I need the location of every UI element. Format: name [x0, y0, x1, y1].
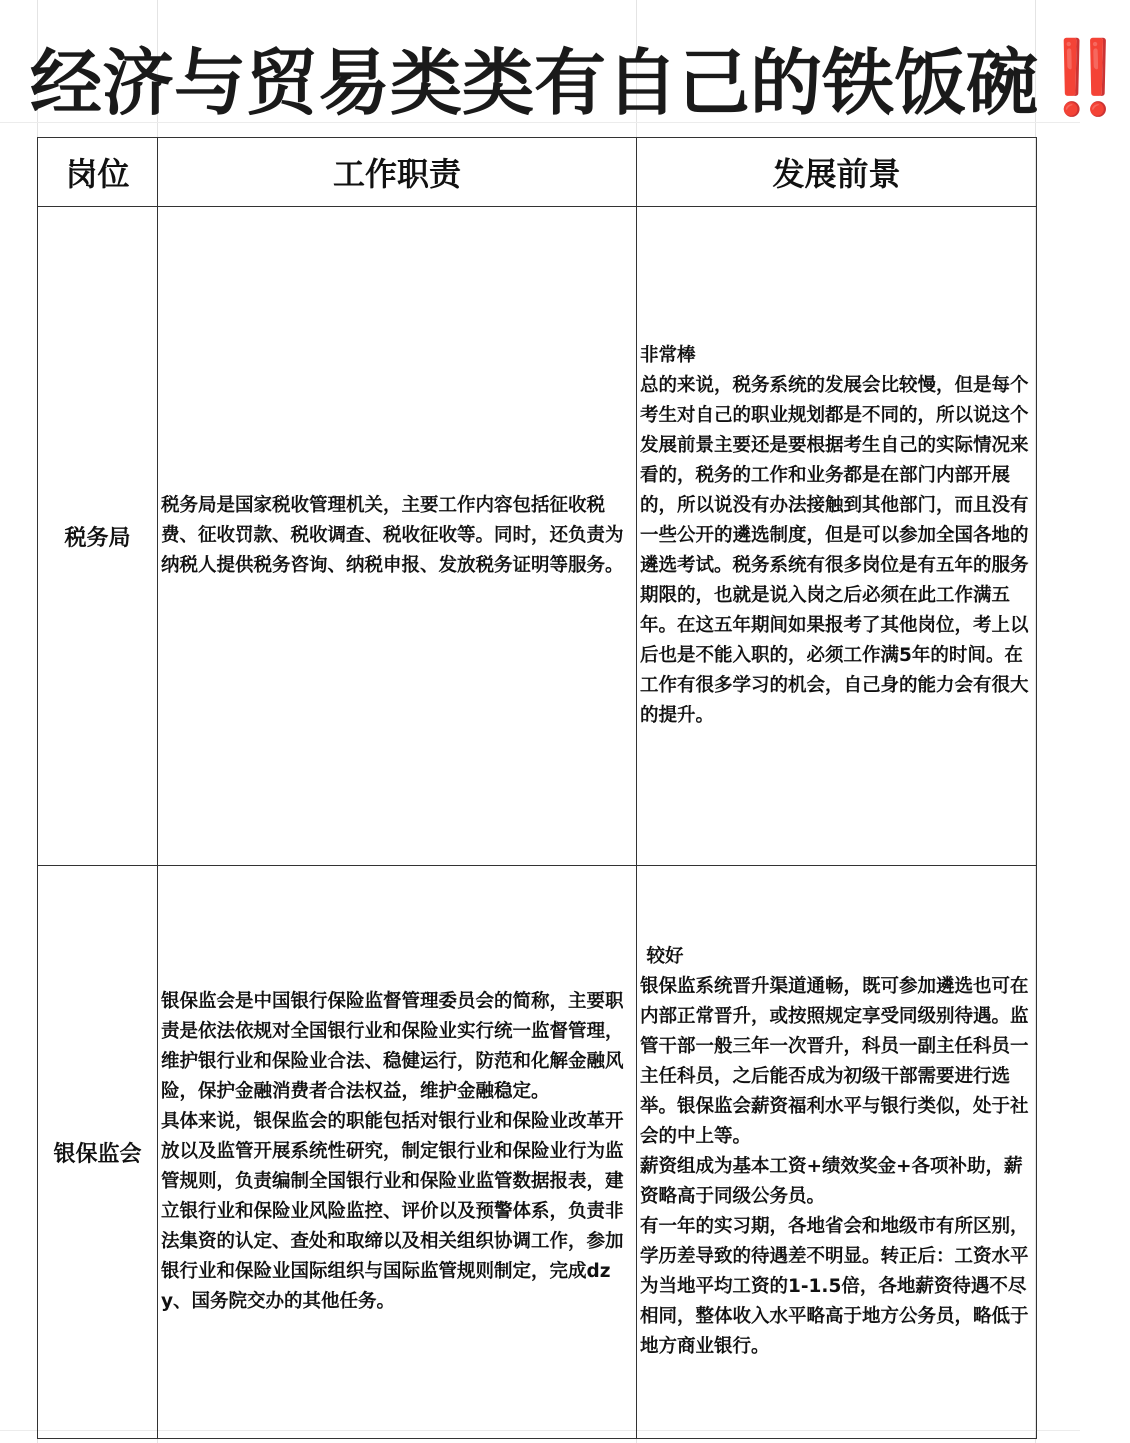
- duties-paragraph: 税务局是国家税收管理机关，主要工作内容包括征收税费、征收罚款、税收调查、税收征收等。同时，还负责为纳税人提供税务咨询、纳税申报、发放税务证明等服务。: [161, 495, 624, 576]
- prospects-paragraph: 总的来说，税务系统的发展会比较慢，但是每个考生对自己的职业规划都是不同的，所以说这个发展前景主要还是要根据考生自己的实际情况来看的，税务的工作和业务都是在部门内部开展的，所以说没有办法接触到其他部门，而且没有一些公开的遴选制度，但是可以参加全国各地的遴选考试。税务系统有很多岗位是有五年的服务期限的，也就是说入岗之后必须在此工作满五年。在这五年期间如果报考了其他岗位，考上以后也是不能入职的，必须工作满5年的时间。在工作有很多学习的机会，自己身的能力会有很大的提升。: [640, 375, 1029, 726]
- double-exclamation-icon: ‼️: [1040, 34, 1130, 119]
- page-title-text: 经济与贸易类类有自己的铁饭碗: [30, 41, 1039, 125]
- header-duties: 工作职责: [158, 138, 637, 207]
- rating-label: 较好: [640, 946, 684, 967]
- prospects-paragraph: 有一年的实习期，各地省会和地级市有所区别，学历差导致的待遇差不明显。转正后：工资水平为当地平均工资的1-1.5倍，各地薪资待遇不尽相同，整体收入水平略高于地方公务员，略低于地方商业银行。: [640, 1216, 1029, 1357]
- position-cell: 税务局: [38, 207, 158, 866]
- duties-cell: [158, 866, 637, 1439]
- prospects-cell: [637, 866, 1037, 1439]
- table-header-row: [38, 138, 1037, 207]
- duties-cell: [158, 207, 637, 866]
- prospects-paragraph: 薪资组成为基本工资+绩效奖金+各项补助，薪资略高于同级公务员。: [640, 1156, 1023, 1207]
- rating-label: 非常棒: [640, 345, 696, 366]
- page-title: [30, 32, 1130, 125]
- duties-paragraph: 具体来说，银保监会的职能包括对银行业和保险业改革开放以及监管开展系统性研究，制定银行业和保险业行为监管规则，负责编制全国银行业和保险业监管数据报表，建立银行业和保险业风险监控、评价以及预警体系，负责非法集资的认定、查处和取缔以及相关组织协调工作，参加银行业和保险业国际组织与国际监管规则制定，完成dzy、国务院交办的其他任务。: [161, 1111, 624, 1312]
- duties-paragraph: 银保监会是中国银行保险监督管理委员会的简称，主要职责是依法依规对全国银行业和保险业实行统一监督管理，维护银行业和保险业合法、稳健运行，防范和化解金融风险，保护金融消费者合法权益，维护金融稳定。: [161, 991, 624, 1102]
- prospects-paragraph: 银保监系统晋升渠道通畅，既可参加遴选也可在内部正常晋升，或按照规定享受同级别待遇。监管干部一般三年一次晋升，科员一副主任科员一主任科员，之后能否成为初级干部需要进行选举。银保监会薪资福利水平与银行类似，处于社会的中上等。: [640, 976, 1029, 1147]
- header-position: 岗位: [38, 138, 158, 207]
- table-row: [38, 866, 1037, 1439]
- table-row: [38, 207, 1037, 866]
- header-prospects: 发展前景: [637, 138, 1037, 207]
- prospects-cell: [637, 207, 1037, 866]
- jobs-table: [37, 137, 1037, 1439]
- position-cell: 银保监会: [38, 866, 158, 1439]
